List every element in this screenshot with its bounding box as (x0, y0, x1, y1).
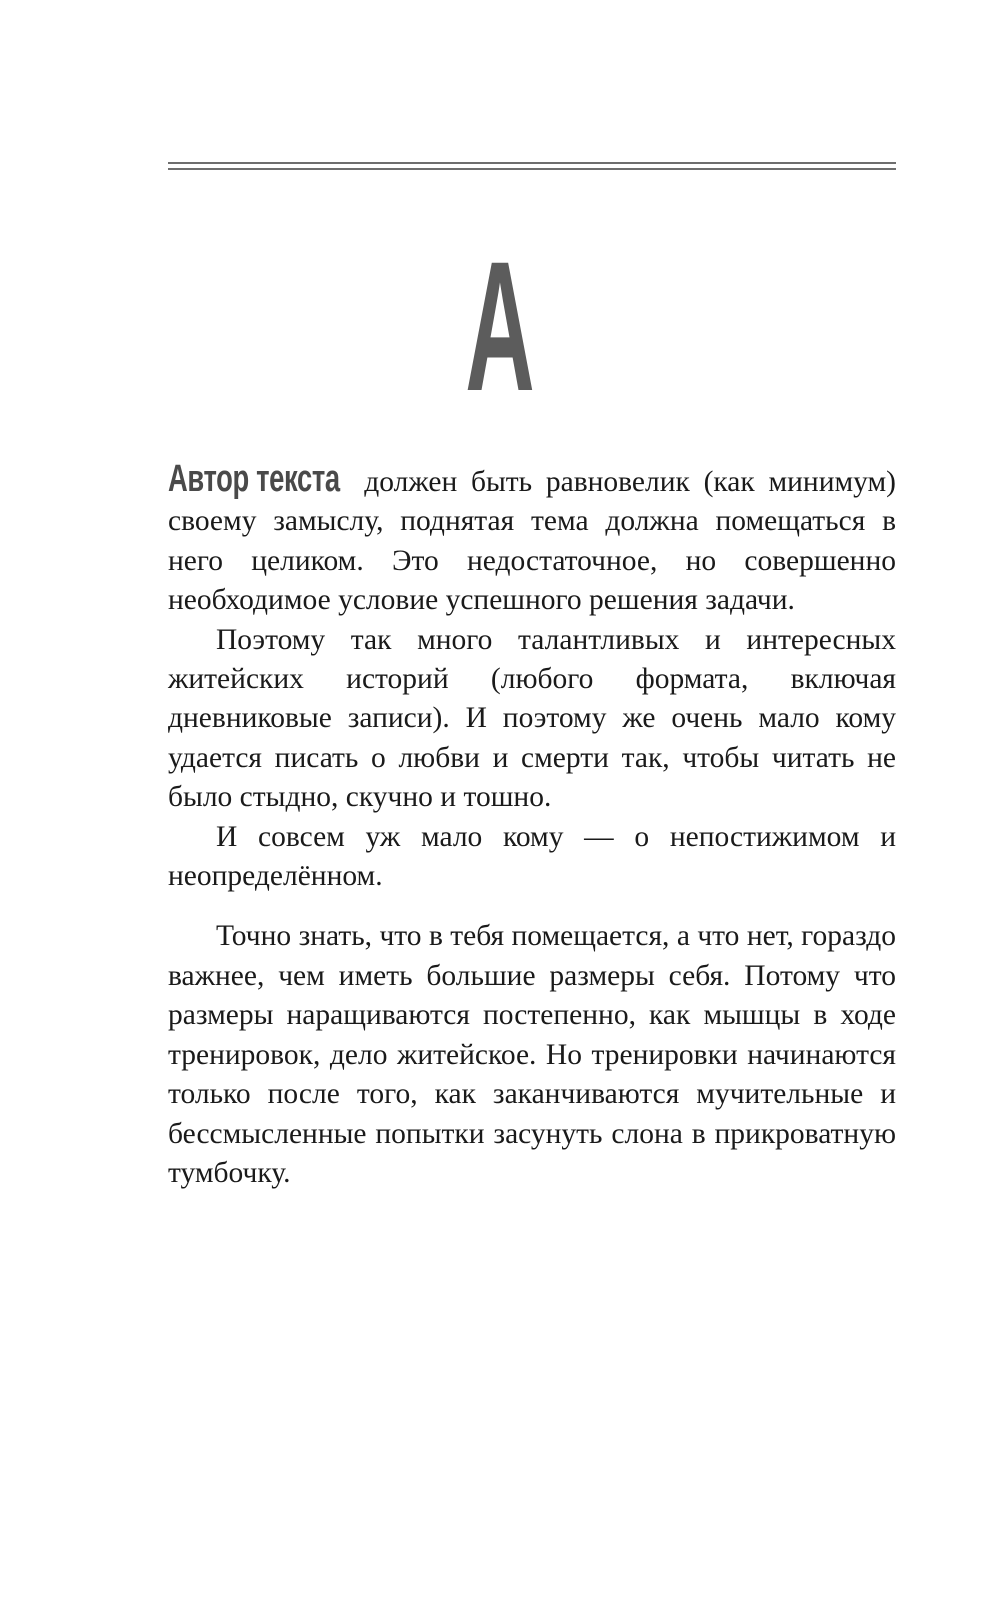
top-rule-lower (168, 168, 896, 170)
paragraph-2: Поэтому так много талантливых и интересных житейских историй (любого формата, включая дневниковые записи). И поэтому же очень мало кому удается писать о любви и смерти так, чтобы читать не было стыдно, скучно и тошно. (168, 623, 896, 814)
chapter-letter: А (465, 224, 535, 430)
paragraph-4: Точно знать, что в тебя помещается, а что нет, гораздо важнее, чем иметь большие размеры себя. Потому что размеры наращиваются постепенно, как мышцы в ходе тренировок, дело житейское. Но тренировки начинаются только после того, как заканчиваются мучительные и бессмысленные попытки засунуть слона в прикроватную тумбочку. (168, 920, 896, 1189)
paragraph-1 (168, 460, 896, 621)
lead-in-phrase: Автор текста (168, 458, 340, 500)
paragraph-3: И совсем уж мало кому — о непостижимом и неопределённом. (168, 820, 896, 893)
paragraph-1-text: должен быть равновелик (как минимум) своему замыслу, поднятая тема должна помещаться в него целиком. Это недостаточное, но совершенно необходимое условие успешного решения задачи. (168, 466, 896, 617)
body-text (168, 460, 896, 1193)
top-rule-upper (168, 162, 896, 164)
